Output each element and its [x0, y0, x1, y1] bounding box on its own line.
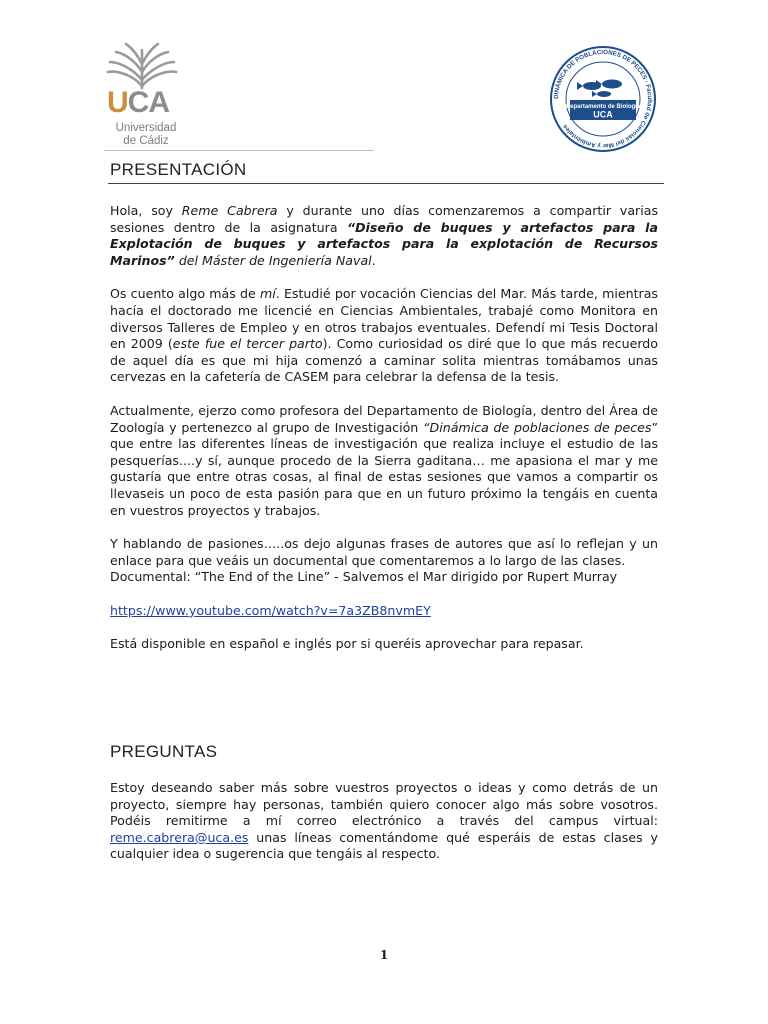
work-text-b: ” que entre las diferentes líneas de investigación que realiza incluye el estudio de las pesquerías....y sí, aunque procedo de la Sierra gaditana… me apasiona el mar y me gustaría que entre otras cosas, al final de estas sesiones que vamos a compartir os llevaseis un poco de esta pasión para que en un futuro próximo la tengáis en cuenta en vuestros proyectos y trabajos. [110, 419, 658, 518]
email-link[interactable]: reme.cabrera@uca.es [110, 829, 249, 845]
intro-text-d: . [371, 252, 376, 268]
passion-paragraph: Y hablando de pasiones…..os dejo algunas frases de autores que así lo reflejan y un enlace para que veáis un documental que comentaremos a lo largo de las clases. [110, 536, 658, 568]
presentacion-body [110, 203, 658, 653]
research-group: “Dinámica de poblaciones de peces [423, 419, 652, 435]
uca-letter-u: U [107, 86, 128, 119]
youtube-link[interactable]: https://www.youtube.com/watch?v=7a3ZB8nvmEY [110, 602, 431, 618]
intro-paragraph [110, 203, 658, 269]
page-number: 1 [379, 948, 389, 962]
uca-wordmark [107, 88, 169, 118]
bio-mi: mí [259, 286, 276, 302]
questions-text-b: unas líneas comentándome qué esperáis de estas clases y cualquier idea o sugerencia que tengáis al respecto. [110, 829, 658, 862]
presentacion-heading: PRESENTACIÓN [110, 160, 247, 179]
questions-paragraph [110, 780, 658, 863]
header-divider [104, 150, 374, 151]
seal-uca: UCA [593, 109, 613, 120]
work-text-a: Actualmente, ejerzo como profesora del Departamento de Biología, dentro del Área de Zoología y pertenezco al grupo de Investigación [110, 402, 658, 435]
uca-logo [104, 42, 184, 152]
uca-name-line2: de Cádiz [123, 135, 169, 147]
intro-text-a: Hola, soy [110, 203, 182, 218]
availability-line: Está disponible en español e inglés por si queréis aprovechar para repasar. [110, 636, 584, 652]
preguntas-heading: PREGUNTAS [110, 742, 218, 761]
bio-text-b: . Estudié por vocación Ciencias del Mar. Más tarde, mientras hacía el doctorado me licencié en Ciencias Ambientales, trabajé como Monitora en diversos Talleres de Empleo y en otros trabajos eventuales. Defendí mi Tesis Doctoral en 2009 ( [110, 286, 658, 352]
bio-paragraph [110, 286, 658, 386]
bio-text-a: Os cuento algo más de [110, 286, 260, 302]
preguntas-body [110, 780, 658, 863]
bio-text-c: ). Como curiosidad os diré que lo que más recuerdo de aquel día es que mi hija comenzó a caminar solita mientras tomábamos unas cervezas en la cafetería de CASEM para celebrar la defensa de la tesis. [110, 336, 658, 385]
uca-name-line1: Universidad [115, 122, 177, 134]
uca-emblem-icon [104, 42, 180, 90]
seal-dept: Departamento de Biología [565, 104, 641, 110]
page-header [0, 0, 768, 160]
work-paragraph [110, 403, 658, 519]
intro-text-b: y durante uno días comenzaremos a compartir varias sesiones dentro de la asignatura [110, 203, 659, 235]
uca-letters-ca: CA [127, 86, 170, 119]
uca-name [108, 122, 184, 148]
author-name: Reme Cabrera [181, 203, 278, 218]
course-title: “Diseño de buques y artefactos para la Explotación de buques y artefactos para la explotación de Recursos Marinos” [110, 219, 658, 268]
master-name: del Máster de Ingeniería Naval [178, 252, 372, 268]
seal-ring-text: DINÁMICA DE POBLACIONES DE PECES · Facultad de Ciencias del Mar y Ambientales [552, 48, 654, 150]
dinamica-poblaciones-seal [548, 44, 658, 154]
documentary-line: Documental: “The End of the Line” - Salvemos el Mar dirigido por Rupert Murray [110, 569, 618, 585]
bio-italic: este fue el tercer parto [172, 336, 323, 352]
questions-text-a: Estoy deseando saber más sobre vuestros proyectos o ideas y como detrás de un proyecto, siempre hay personas, también quiero conocer algo más sobre vosotros. Podéis remitirme a mí correo electrónico a través del campus virtual: [110, 780, 658, 829]
presentacion-rule [108, 183, 664, 184]
